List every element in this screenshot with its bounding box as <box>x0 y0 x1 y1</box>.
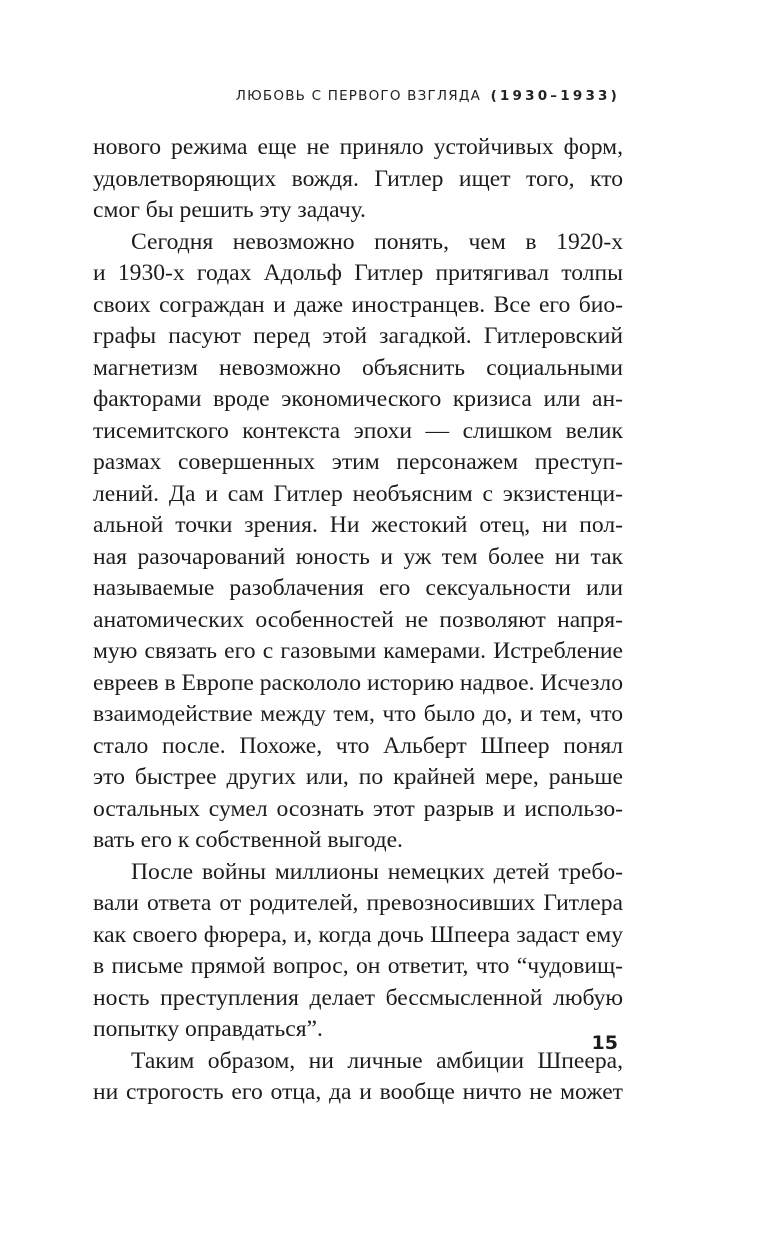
text-line: нового режима еще не приняло устойчивых форм, <box>93 134 623 160</box>
text-line: После войны миллионы немецких детей требо- <box>131 858 623 885</box>
text-line: своих сограждан и даже иностранцев. Все его био- <box>93 291 623 318</box>
text-line: это быстрее других или, по крайней мере, раньше <box>93 764 623 790</box>
text-line: евреев в Европе раскололо историю надвое. Исчезло <box>93 669 623 696</box>
text-line: лений. Да и сам Гитлер необъясним с экзистенци- <box>93 480 623 507</box>
text-line: вали ответа от родителей, превозносивших Гитлера <box>93 890 623 916</box>
chapter-years: (1930–1933) <box>490 88 620 104</box>
text-line: анатомических особенностей не позволяют напря- <box>93 606 623 633</box>
text-line: вать его к собственной выгоде. <box>93 827 403 853</box>
text-line: стало после. Похоже, что Альберт Шпеер понял <box>93 732 623 759</box>
text-line: попытку оправдаться”. <box>93 1016 323 1042</box>
text-line: тисемитского контекста эпохи — слишком велик <box>93 417 623 444</box>
text-line: взаимодействие между тем, что было до, и тем, что <box>93 701 623 727</box>
text-line: графы пасуют перед этой загадкой. Гитлеровский <box>93 323 623 349</box>
text-line: и 1930-х годах Адольф Гитлер притягивал толпы <box>93 260 623 286</box>
text-line: размах совершенных этим персонажем преступ- <box>93 449 623 475</box>
chapter-title: ЛЮБОВЬ С ПЕРВОГО ВЗГЛЯДА <box>235 88 482 104</box>
page-number: 15 <box>591 1032 618 1054</box>
text-line: называемые разоблачения его сексуальности или <box>93 575 623 601</box>
text-line: ни строгость его отца, да и вообще ничто не может <box>93 1079 623 1105</box>
text-line: мую связать его с газовыми камерами. Истребление <box>93 638 623 664</box>
text-line: в письме прямой вопрос, он ответит, что “чудовищ- <box>93 953 623 979</box>
text-line: удовлетворяющих вождя. Гитлер ищет того, кто <box>93 165 623 192</box>
text-line: остальных сумел осознать этот разрыв и использо- <box>93 795 623 822</box>
body-text <box>93 132 623 1109</box>
text-line: Таким образом, ни личные амбиции Шпеера, <box>131 1047 623 1074</box>
text-line: альной точки зрения. Ни жестокий отец, ни пол- <box>93 512 623 538</box>
text-line: смог бы решить эту задачу. <box>93 197 366 223</box>
text-line: факторами вроде экономического кризиса или ан- <box>93 386 623 412</box>
text-line: ность преступления делает бессмысленной любую <box>93 984 623 1011</box>
text-line: ная разочарований юность и уж тем более ни так <box>93 543 623 570</box>
running-head <box>236 88 620 104</box>
text-line: как своего фюрера, и, когда дочь Шпеера задаст ему <box>93 921 623 948</box>
text-line: Сегодня невозможно понять, чем в 1920-х <box>131 228 623 255</box>
text-line: магнетизм невозможно объяснить социальными <box>93 354 623 381</box>
